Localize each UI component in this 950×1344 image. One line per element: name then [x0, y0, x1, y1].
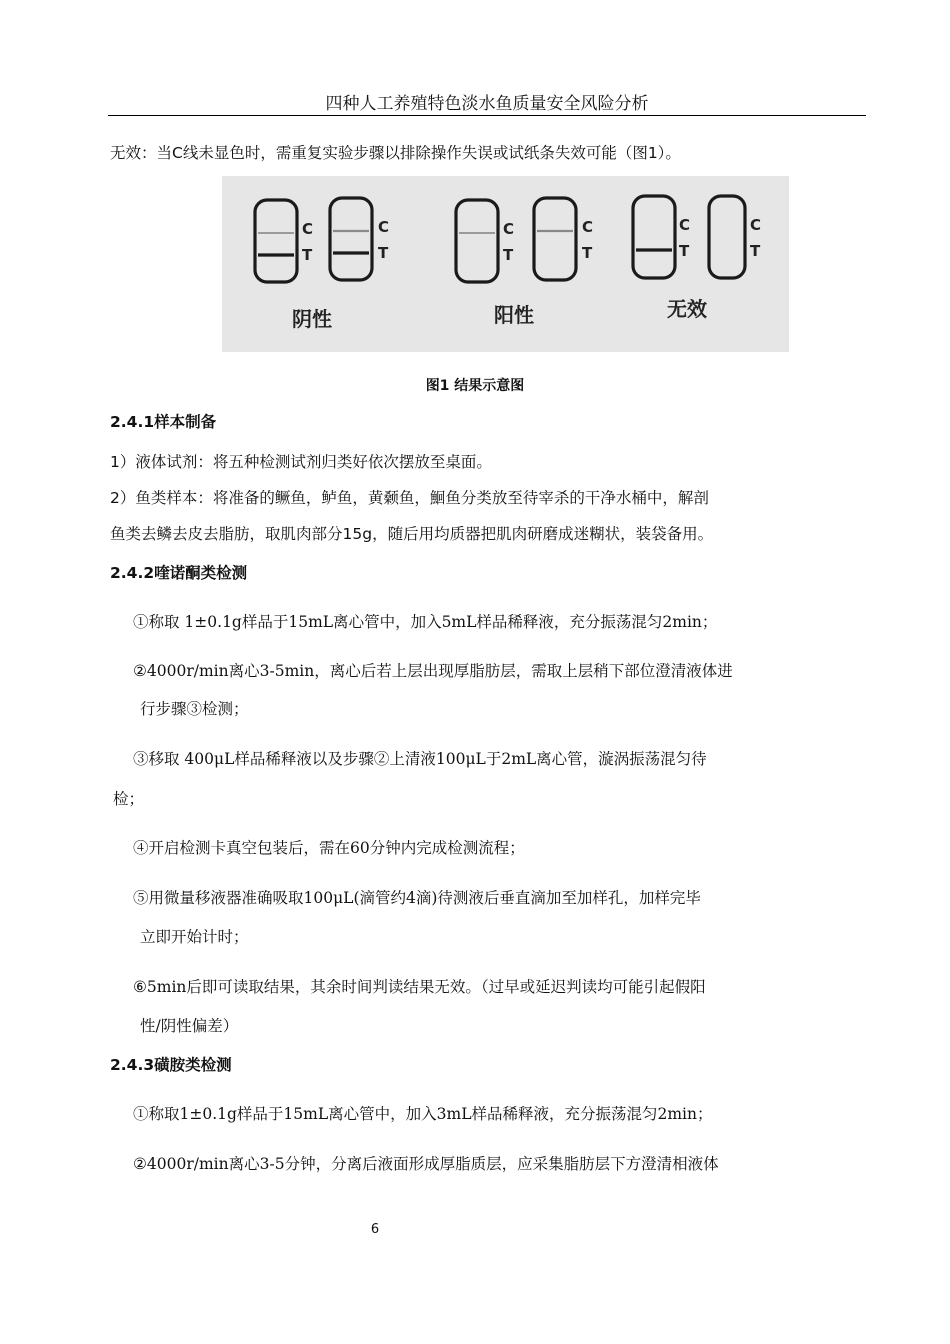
paragraph-line: 1）液体试剂：将五种检测试剂归类好依次摆放至桌面。 — [110, 453, 492, 471]
t-marker: T — [378, 244, 389, 262]
c-marker: C — [679, 216, 691, 234]
label-positive: 阳性 — [494, 303, 534, 327]
step-line-continued: 立即开始计时； — [140, 928, 249, 946]
header-rule — [108, 115, 866, 116]
t-marker: T — [750, 242, 761, 260]
step-line: ⑤用微量移液器准确吸取100μL(滴管约4滴)待测液后垂直滴加至加样孔，加样完毕 — [133, 889, 701, 907]
step-line: ④开启检测卡真空包装后，需在60分钟内完成检测流程； — [133, 839, 525, 857]
step-line: ②4000r/min离心3-5min，离心后若上层出现厚脂肪层，需取上层稍下部位澄清液体进 — [133, 662, 733, 680]
step-line: ⑥5min后即可读取结果，其余时间判读结果无效。（过早或延迟判读均可能引起假阳 — [133, 978, 706, 996]
c-marker: C — [302, 220, 314, 238]
step-line: ①称取 1±0.1g样品于15mL离心管中，加入5mL样品稀释液，充分振荡混匀2min； — [133, 613, 718, 631]
c-marker: C — [503, 220, 515, 238]
step-line: ①称取1±0.1g样品于15mL离心管中，加入3mL样品稀释液，充分振荡混匀2min； — [133, 1105, 713, 1123]
t-marker: T — [302, 246, 313, 264]
paragraph-line: 2）鱼类样本：将准备的鳜鱼，鲈鱼，黄颡鱼，鮰鱼分类放至待宰杀的干净水桶中，解剖 — [110, 489, 709, 507]
page-number: 6 — [370, 1222, 380, 1237]
figure-caption: 图1 结果示意图 — [425, 378, 525, 394]
c-marker: C — [378, 218, 390, 236]
section-heading-2-4-3: 2.4.3磺胺类检测 — [110, 1056, 232, 1074]
t-marker: T — [582, 244, 593, 262]
section-heading-2-4-2: 2.4.2喹诺酮类检测 — [110, 564, 248, 582]
paragraph-line: 鱼类去鳞去皮去脂肪，取肌肉部分15g，随后用均质器把肌肉研磨成迷糊状，装袋备用。 — [110, 525, 714, 543]
step-line-continued: 行步骤③检测； — [140, 700, 249, 718]
label-negative: 阴性 — [292, 307, 332, 331]
step-line: ③移取 400μL样品稀释液以及步骤②上清液100μL于2mL离心管，漩涡振荡混匀待 — [133, 750, 707, 768]
test-strip-photo — [222, 176, 789, 352]
c-marker: C — [582, 218, 594, 236]
label-invalid: 无效 — [667, 297, 707, 321]
step-line: ②4000r/min离心3-5分钟，分离后液面形成厚脂质层，应采集脂肪层下方澄清相液体 — [133, 1155, 719, 1173]
t-marker: T — [503, 246, 514, 264]
c-marker: C — [750, 216, 762, 234]
result-diagram-figure — [222, 176, 789, 352]
step-line-continued: 性/阴性偏差） — [140, 1017, 239, 1035]
section-heading-2-4-1: 2.4.1样本制备 — [110, 413, 217, 431]
intro-paragraph: 无效：当C线未显色时，需重复实验步骤以排除操作失误或试纸条失效可能（图1）。 — [110, 144, 681, 162]
running-header-title: 四种人工养殖特色淡水鱼质量安全风险分析 — [325, 94, 649, 114]
step-line-continued: 检； — [113, 790, 145, 808]
t-marker: T — [679, 242, 690, 260]
